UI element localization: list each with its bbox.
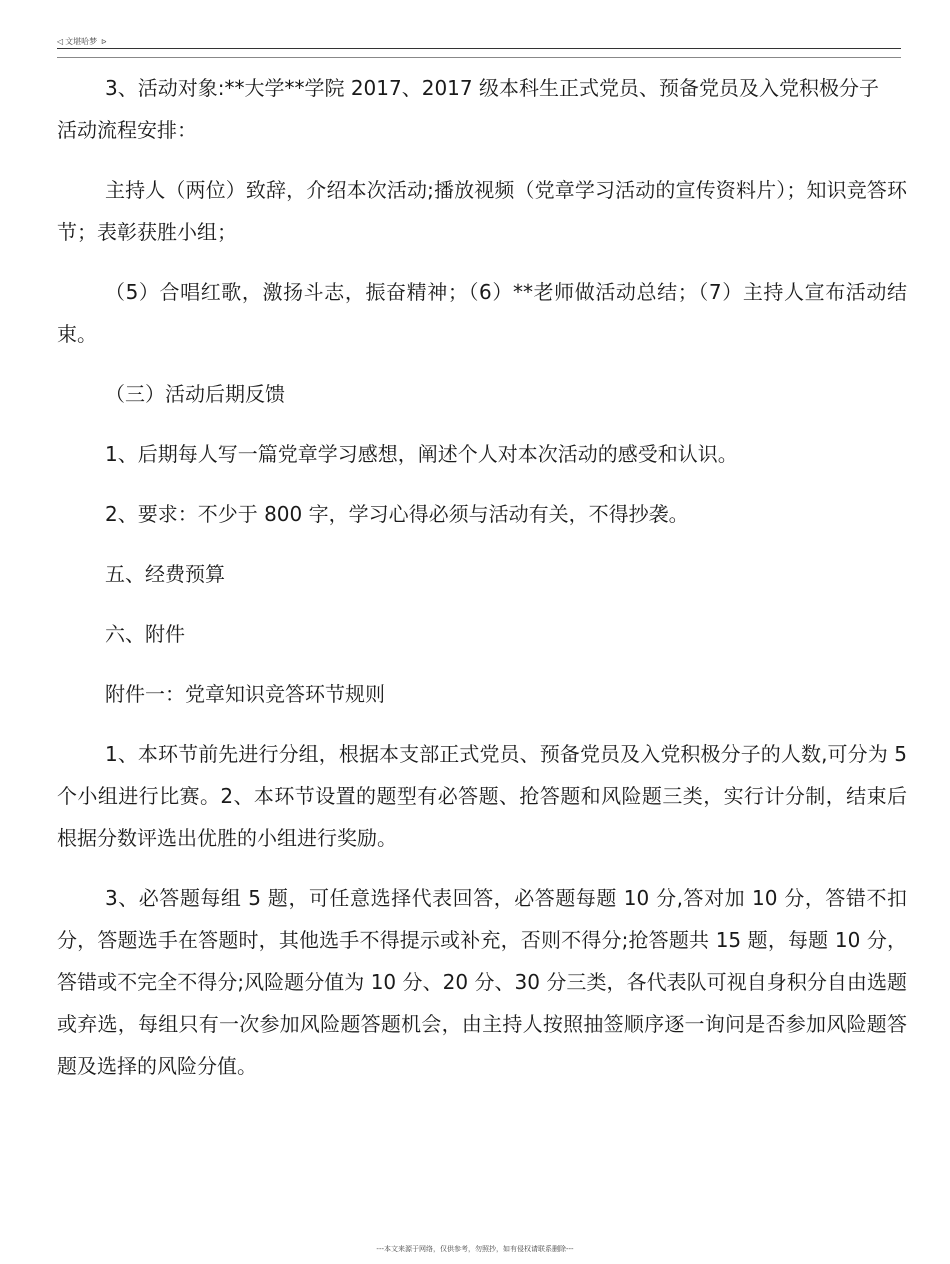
header-divider-bottom bbox=[57, 57, 901, 58]
paragraph-host-intro: 主持人（两位）致辞，介绍本次活动;播放视频（党章学习活动的宣传资料片）；知识竞答环节；表彰获胜小组； bbox=[57, 178, 907, 244]
paragraph-feedback-1: 1、后期每人写一篇党章学习感想，阐述个人对本次活动的感受和认识。 bbox=[105, 442, 738, 466]
page-footer: ---本文来源于网络，仅供参考，勿照抄，如有侵权请联系删除--- bbox=[376, 1245, 574, 1253]
paragraph-activity-target: 3、活动对象:**大学**学院 2017、2017 级本科生正式党员、预备党员及入党积极分子 bbox=[105, 76, 879, 100]
header-mark-icon: ᐅ bbox=[101, 38, 107, 46]
header-text: 文堪哈梦 bbox=[65, 37, 98, 46]
header-divider-top bbox=[57, 48, 901, 49]
paragraph-feedback-2: 2、要求：不少于 800 字，学习心得必须与活动有关，不得抄袭。 bbox=[105, 502, 689, 526]
section-heading-attachments: 六、附件 bbox=[105, 622, 185, 646]
document-body bbox=[57, 67, 907, 1105]
page-header bbox=[57, 36, 107, 47]
back-arrow-icon: ◁ bbox=[57, 37, 64, 46]
paragraph-process-heading: 活动流程安排： bbox=[57, 118, 197, 142]
paragraph-rules-3: 3、必答题每组 5 题，可任意选择代表回答，必答题每题 10 分,答对加 10 分，答错不扣分，答题选手在答题时，其他选手不得提示或补充，否则不得分;抢答题共 15 题，每题 10 分，答错或不完全不得分;风险题分值为 10 分、20 分、30 分三类，各代表队可视自身积分自由选题或弃选，每组只有一次参加风险题答题机会，由主持人按照抽签顺序逐一询问是否参加风险题答题及选择的风险分值。 bbox=[57, 886, 907, 1078]
section-heading-budget: 五、经费预算 bbox=[105, 562, 225, 586]
attachment-1-title: 附件一：党章知识竞答环节规则 bbox=[105, 682, 385, 706]
paragraph-red-songs: （5）合唱红歌，激扬斗志，振奋精神；（6）**老师做活动总结；（7）主持人宣布活动结束。 bbox=[57, 280, 907, 346]
section-heading-feedback: （三）活动后期反馈 bbox=[105, 382, 285, 406]
paragraph-rules-1: 1、本环节前先进行分组，根据本支部正式党员、预备党员及入党积极分子的人数,可分为 5 个小组进行比赛。2、本环节设置的题型有必答题、抢答题和风险题三类，实行计分制，结束后根据分数评选出优胜的小组进行奖励。 bbox=[57, 742, 907, 850]
